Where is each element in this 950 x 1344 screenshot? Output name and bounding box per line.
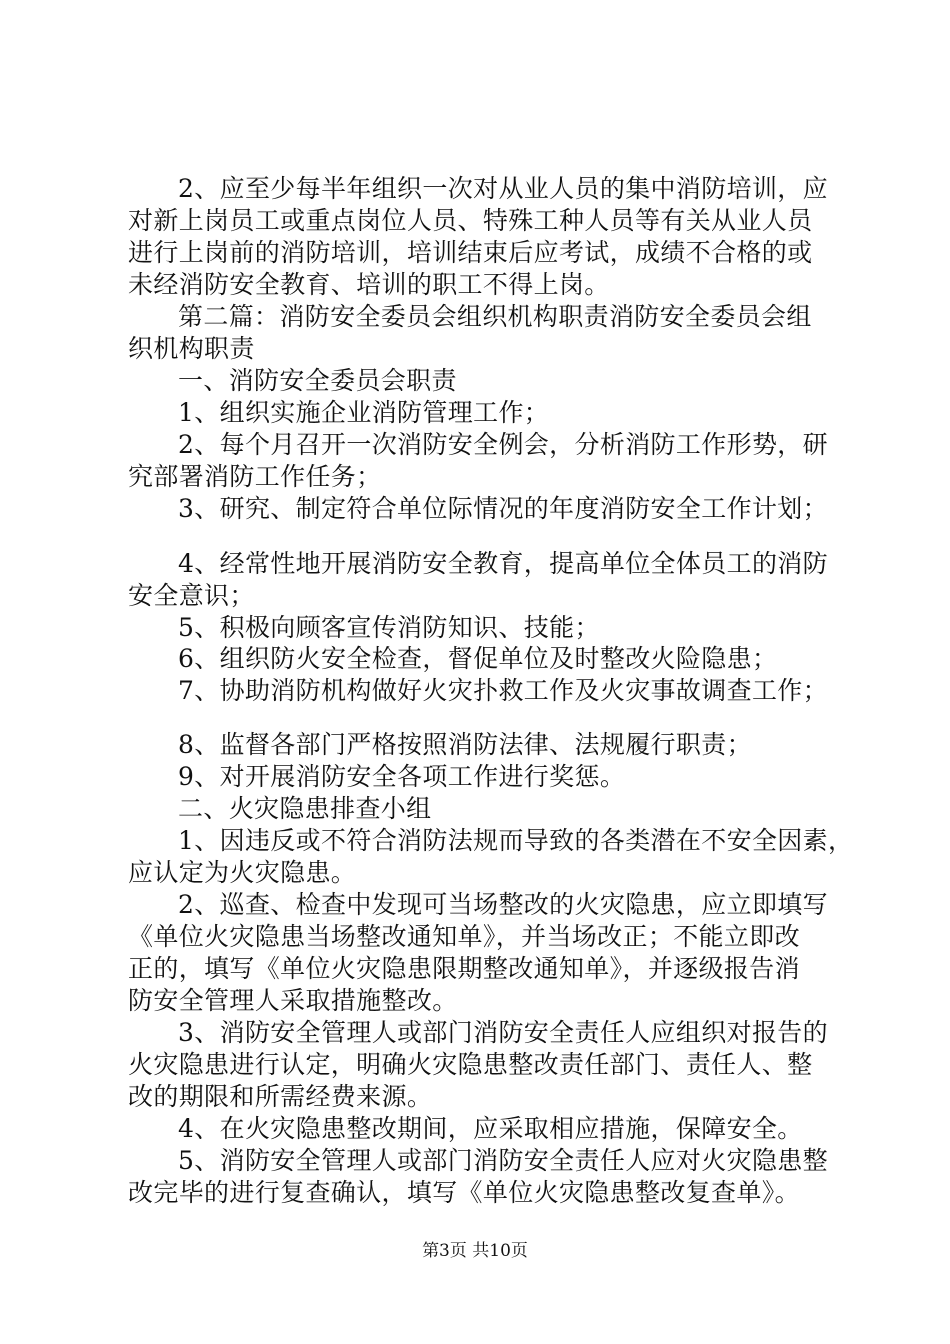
section-heading: 织机构职责 — [128, 334, 255, 363]
text-line: 6、组织防火安全检查，督促单位及时整改火险隐患； — [178, 644, 778, 673]
text-line: 2、巡查、检查中发现可当场整改的火灾隐患，应立即填写 — [178, 890, 829, 919]
text-line: 究部署消防工作任务； — [128, 462, 382, 491]
text-line: 2、每个月召开一次消防安全例会，分析消防工作形势，研 — [178, 430, 829, 459]
text-line: 8、监督各部门严格按照消防法律、法规履行职责； — [178, 730, 752, 759]
text-line: 1、因违反或不符合消防法规而导致的各类潜在不安全因素， — [178, 826, 854, 855]
text-line: 正的，填写《单位火灾隐患限期整改通知单》，并逐级报告消 — [128, 954, 800, 983]
subsection-heading: 一、消防安全委员会职责 — [178, 366, 457, 395]
text-line: 4、经常性地开展消防安全教育，提高单位全体员工的消防 — [178, 549, 829, 578]
text-line: 《单位火灾隐患当场整改通知单》，并当场改正；不能立即改 — [128, 922, 800, 951]
text-line: 5、消防安全管理人或部门消防安全责任人应对火灾隐患整 — [178, 1146, 829, 1175]
text-line: 4、在火灾隐患整改期间，应采取相应措施，保障安全。 — [178, 1114, 803, 1143]
text-line: 改的期限和所需经费来源。 — [128, 1082, 433, 1111]
text-line: 7、协助消防机构做好火灾扑救工作及火灾事故调查工作； — [178, 676, 829, 705]
text-line: 2、应至少每半年组织一次对从业人员的集中消防培训，应 — [178, 174, 829, 203]
text-line: 安全意识； — [128, 581, 255, 610]
text-line: 1、组织实施企业消防管理工作； — [178, 398, 550, 427]
text-line: 应认定为火灾隐患。 — [128, 858, 357, 887]
text-line: 防安全管理人采取措施整改。 — [128, 986, 458, 1015]
text-line: 改完毕的进行复查确认，填写《单位火灾隐患整改复查单》。 — [128, 1178, 800, 1207]
section-heading: 第二篇：消防安全委员会组织机构职责消防安全委员会组 — [178, 302, 812, 331]
subsection-heading: 二、火灾隐患排查小组 — [178, 794, 432, 823]
text-line: 对新上岗员工或重点岗位人员、特殊工种人员等有关从业人员 — [128, 206, 813, 235]
text-line: 5、积极向顾客宣传消防知识、技能； — [178, 613, 600, 642]
text-line: 进行上岗前的消防培训，培训结束后应考试，成绩不合格的或 — [128, 238, 813, 267]
text-line: 3、消防安全管理人或部门消防安全责任人应组织对报告的 — [178, 1018, 829, 1047]
page-number-footer: 第3页 共10页 — [422, 1241, 528, 1261]
text-line: 未经消防安全教育、培训的职工不得上岗。 — [128, 270, 610, 299]
text-line: 火灾隐患进行认定，明确火灾隐患整改责任部门、责任人、整 — [128, 1050, 813, 1079]
text-line: 3、研究、制定符合单位际情况的年度消防安全工作计划； — [178, 494, 829, 523]
text-line: 9、对开展消防安全各项工作进行奖惩。 — [178, 762, 626, 791]
